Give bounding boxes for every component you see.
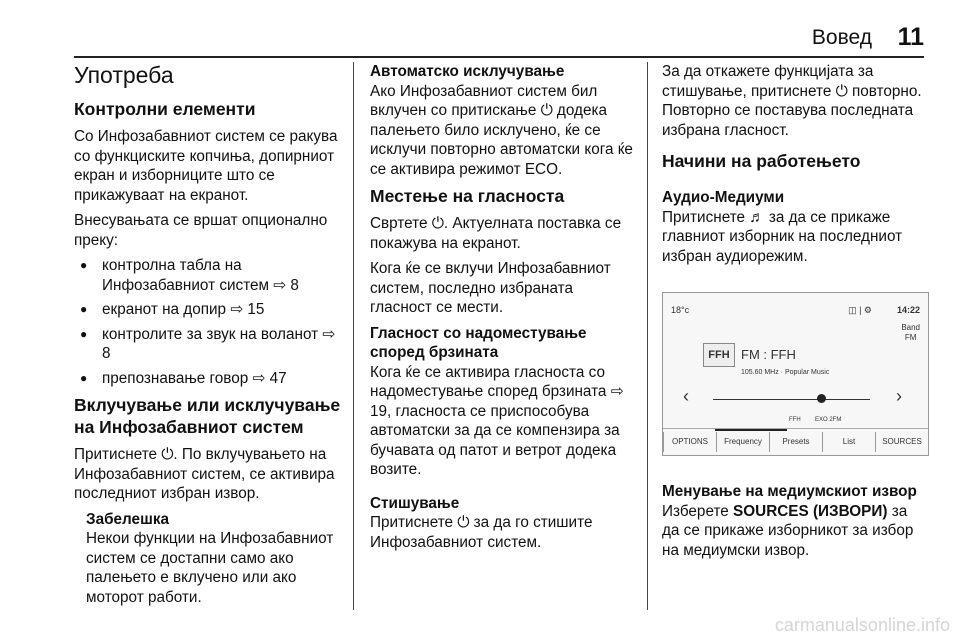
note <box>86 510 344 608</box>
next-arrow-icon: › <box>896 386 902 406</box>
note-text: Некои функции на Инфозабавниот систем се достапни само ако палењето е вклучено или ако моторот работи. <box>86 530 334 606</box>
list-item: ● контролите за звук на воланот ⇨ 8 <box>74 325 344 364</box>
column-divider <box>647 62 648 610</box>
paragraph: Внесувањата се вршат опционално преку: <box>74 212 328 249</box>
list-item: ● контролна табла на Инфозабавниот систем ⇨ 8 <box>74 256 344 295</box>
page-number: 11 <box>897 23 924 51</box>
clock: 14:22 <box>896 305 920 315</box>
slider-label: EXO 2FM <box>815 417 842 423</box>
tab-presets: Presets <box>769 432 822 452</box>
heading-media-source: Менување на медиумскиот извор <box>662 483 917 500</box>
station-logo: FFH <box>703 343 735 367</box>
text-run: за да се прикаже изборникот за избор на медиумски извор. <box>662 502 914 559</box>
watermark: carmanualsonline.info <box>774 615 950 635</box>
paragraph: Со Инфозабавниот систем се ракува со функциските копчиња, допирниот екран и изборниците што се прикажуваат на екранот. <box>74 128 338 204</box>
screen-tab-bar <box>663 428 928 455</box>
page-header <box>0 0 960 58</box>
band-label: Band <box>901 323 920 332</box>
note-label: Забелешка <box>86 510 169 528</box>
list-item: ● препознавање говор ⇨ 47 <box>74 369 344 389</box>
band-value: FM <box>904 333 917 342</box>
paragraph: Кога ќе се вклучи Инфозабавниот систем, последно избраната гласност се мести. <box>370 260 611 316</box>
column-divider <box>353 62 354 610</box>
column-3 <box>662 62 927 566</box>
heading-controls: Контролни елементи <box>74 99 256 119</box>
section-title: Вовед <box>811 26 872 49</box>
paragraph: За да откажете функцијата за стишување, притиснете ⏻ повторно. Повторно се поставува последната избрана гласност. <box>662 63 922 139</box>
station-title: FM : FFH <box>741 347 796 362</box>
paragraph: Кога ќе се активира гласноста со надоместување според брзината ⇨ 19, гласноста се приспособува автоматски за да се компензира за бучавата од патот и ветрот додека возите. <box>370 363 624 478</box>
slider-handle <box>817 394 826 403</box>
heading-power: Вклучување или исклучување на Инфозабавниот систем <box>74 395 341 437</box>
station-subtitle: 105.60 MHz · Popular Music <box>741 369 830 376</box>
input-list <box>74 256 344 388</box>
tab-sources: SOURCES <box>875 432 928 452</box>
heading-speed-volume: Гласност со надоместување според брзината <box>370 324 587 361</box>
prev-arrow-icon: ‹ <box>683 386 689 406</box>
column-2 <box>370 62 635 558</box>
chapter-title: Употреба <box>74 62 174 88</box>
list-item: ● екранот на допир ⇨ 15 <box>74 300 344 320</box>
header-rule <box>74 56 924 58</box>
text-run: Изберете <box>662 502 734 520</box>
tab-options: OPTIONS <box>663 432 716 452</box>
paragraph: Притиснете ⏻. По вклучувањето на Инфозабавниот систем, се активира последниот избран извор. <box>74 446 335 502</box>
heading-audio-media: Аудио-Медиуми <box>662 189 785 206</box>
heading-modes: Начини на работењето <box>662 151 861 171</box>
paragraph <box>662 502 927 561</box>
heading-auto-off: Автоматско исклучување <box>370 63 565 80</box>
heading-volume: Местење на гласноста <box>370 186 565 206</box>
slider-label: FFH <box>789 417 801 423</box>
paragraph: Притиснете ♬ за да се прикаже главниот изборник на последниот избран аудиорежим. <box>662 208 903 265</box>
frequency-slider <box>713 399 870 400</box>
paragraph: Притиснете ⏻ за да го стишите Инфозабавниот систем. <box>370 514 593 551</box>
temperature: 18°c <box>671 305 690 315</box>
infotainment-screenshot <box>662 292 929 456</box>
paragraph: Свртете ⏻. Актуелната поставка се покажува на екранот. <box>370 215 622 252</box>
sources-term: SOURCES (ИЗВОРИ) <box>733 502 888 520</box>
selected-tab-indicator <box>715 429 787 431</box>
tab-frequency: Frequency <box>716 432 769 452</box>
column-1 <box>74 62 344 607</box>
status-icons: ◫ | ⚙ <box>848 305 872 315</box>
band-indicator <box>901 323 920 343</box>
heading-mute: Стишување <box>370 494 460 512</box>
tab-list: List <box>822 432 875 452</box>
paragraph: Ако Инфозабавниот систем бил вклучен со притискање ⏻ додека палењето било исклучено, ќе се исклучи повторно автоматски кога ќе се активира режимот ECO. <box>370 82 633 178</box>
